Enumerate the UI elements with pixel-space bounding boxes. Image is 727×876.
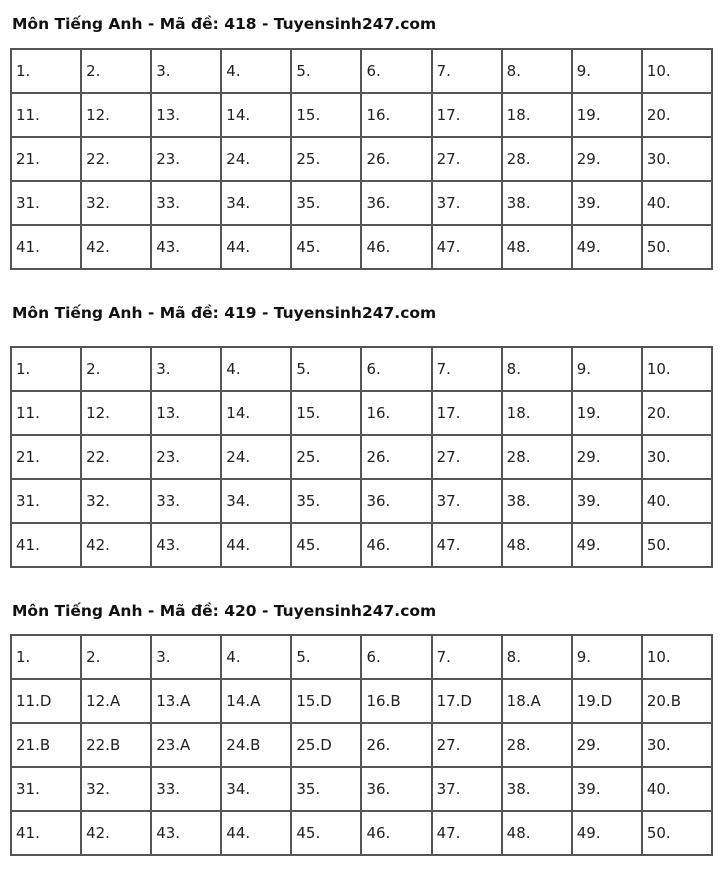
- answer-cell: 42.: [81, 811, 151, 855]
- answer-cell: 30.: [642, 137, 712, 181]
- answer-cell: 36.: [361, 479, 431, 523]
- answer-cell: 13.: [151, 391, 221, 435]
- answer-cell: 31.: [11, 479, 81, 523]
- answer-cell: 2.: [81, 347, 151, 391]
- answer-cell: 19.D: [572, 679, 642, 723]
- answer-cell: 12.: [81, 391, 151, 435]
- answer-cell: 17.D: [432, 679, 502, 723]
- answer-cell: 22.: [81, 137, 151, 181]
- answer-cell: 3.: [151, 347, 221, 391]
- answer-cell: 12.: [81, 93, 151, 137]
- answer-cell: 21.: [11, 435, 81, 479]
- answer-cell: 15.: [291, 391, 361, 435]
- answer-row: [11, 93, 712, 137]
- answer-cell: 24.: [221, 137, 291, 181]
- answer-cell: 38.: [502, 479, 572, 523]
- answer-cell: 28.: [502, 723, 572, 767]
- answer-cell: 2.: [81, 635, 151, 679]
- answer-cell: 7.: [432, 347, 502, 391]
- answer-cell: 34.: [221, 181, 291, 225]
- answer-cell: 46.: [361, 225, 431, 269]
- answer-cell: 7.: [432, 635, 502, 679]
- answer-cell: 18.: [502, 93, 572, 137]
- answer-cell: 18.: [502, 391, 572, 435]
- answer-cell: 1.: [11, 635, 81, 679]
- answer-cell: 33.: [151, 479, 221, 523]
- answer-cell: 35.: [291, 479, 361, 523]
- answer-cell: 29.: [572, 435, 642, 479]
- answer-cell: 29.: [572, 137, 642, 181]
- answer-cell: 8.: [502, 635, 572, 679]
- answer-cell: 13.A: [151, 679, 221, 723]
- answer-cell: 45.: [291, 811, 361, 855]
- answer-cell: 45.: [291, 523, 361, 567]
- answer-cell: 30.: [642, 435, 712, 479]
- answer-cell: 1.: [11, 49, 81, 93]
- answer-cell: 35.: [291, 181, 361, 225]
- answer-cell: 36.: [361, 181, 431, 225]
- answer-cell: 41.: [11, 523, 81, 567]
- answer-cell: 8.: [502, 49, 572, 93]
- answer-table-419: [10, 346, 713, 568]
- answer-cell: 50.: [642, 225, 712, 269]
- answer-cell: 7.: [432, 49, 502, 93]
- answer-cell: 20.: [642, 93, 712, 137]
- answer-cell: 48.: [502, 523, 572, 567]
- answer-cell: 6.: [361, 49, 431, 93]
- answer-table-420: [10, 634, 713, 856]
- answer-cell: 26.: [361, 723, 431, 767]
- answer-cell: 49.: [572, 523, 642, 567]
- answer-cell: 48.: [502, 225, 572, 269]
- answer-cell: 10.: [642, 49, 712, 93]
- answer-cell: 37.: [432, 181, 502, 225]
- answer-cell: 33.: [151, 767, 221, 811]
- answer-cell: 44.: [221, 225, 291, 269]
- answer-cell: 8.: [502, 347, 572, 391]
- answer-cell: 16.: [361, 93, 431, 137]
- answer-cell: 40.: [642, 479, 712, 523]
- answer-table-418: [10, 48, 713, 270]
- section-title-420: Môn Tiếng Anh - Mã đề: 420 - Tuyensinh247.com: [12, 602, 437, 620]
- answer-cell: 46.: [361, 811, 431, 855]
- answer-cell: 27.: [432, 723, 502, 767]
- answer-cell: 15.D: [291, 679, 361, 723]
- answer-cell: 3.: [151, 635, 221, 679]
- answer-cell: 16.B: [361, 679, 431, 723]
- answer-cell: 9.: [572, 347, 642, 391]
- answer-cell: 17.: [432, 391, 502, 435]
- answer-cell: 22.B: [81, 723, 151, 767]
- answer-cell: 3.: [151, 49, 221, 93]
- section-title-418: Môn Tiếng Anh - Mã đề: 418 - Tuyensinh247.com: [12, 15, 437, 33]
- answer-cell: 32.: [81, 181, 151, 225]
- answer-cell: 5.: [291, 635, 361, 679]
- answer-cell: 13.: [151, 93, 221, 137]
- answer-row: [11, 137, 712, 181]
- answer-cell: 23.: [151, 137, 221, 181]
- answer-cell: 39.: [572, 181, 642, 225]
- answer-cell: 46.: [361, 523, 431, 567]
- answer-cell: 11.: [11, 93, 81, 137]
- answer-cell: 49.: [572, 225, 642, 269]
- answer-cell: 43.: [151, 523, 221, 567]
- answer-cell: 4.: [221, 49, 291, 93]
- answer-row: [11, 723, 712, 767]
- answer-cell: 2.: [81, 49, 151, 93]
- answer-cell: 49.: [572, 811, 642, 855]
- answer-cell: 31.: [11, 181, 81, 225]
- answer-cell: 22.: [81, 435, 151, 479]
- answer-cell: 19.: [572, 93, 642, 137]
- answer-cell: 37.: [432, 479, 502, 523]
- answer-row: [11, 811, 712, 855]
- answer-cell: 17.: [432, 93, 502, 137]
- answer-cell: 15.: [291, 93, 361, 137]
- answer-cell: 28.: [502, 435, 572, 479]
- answer-cell: 38.: [502, 767, 572, 811]
- answer-cell: 44.: [221, 811, 291, 855]
- answer-cell: 41.: [11, 225, 81, 269]
- answer-cell: 43.: [151, 811, 221, 855]
- answer-cell: 48.: [502, 811, 572, 855]
- answer-cell: 42.: [81, 225, 151, 269]
- answer-row: [11, 181, 712, 225]
- answer-cell: 12.A: [81, 679, 151, 723]
- answer-cell: 39.: [572, 767, 642, 811]
- answer-cell: 6.: [361, 635, 431, 679]
- answer-cell: 40.: [642, 181, 712, 225]
- answer-row: [11, 523, 712, 567]
- answer-cell: 32.: [81, 479, 151, 523]
- answer-cell: 18.A: [502, 679, 572, 723]
- answer-cell: 26.: [361, 137, 431, 181]
- answer-cell: 16.: [361, 391, 431, 435]
- answer-cell: 33.: [151, 181, 221, 225]
- answer-row: [11, 347, 712, 391]
- answer-cell: 14.: [221, 93, 291, 137]
- answer-cell: 27.: [432, 435, 502, 479]
- answer-cell: 32.: [81, 767, 151, 811]
- answer-row: [11, 49, 712, 93]
- answer-cell: 37.: [432, 767, 502, 811]
- answer-cell: 5.: [291, 49, 361, 93]
- answer-cell: 35.: [291, 767, 361, 811]
- answer-cell: 9.: [572, 635, 642, 679]
- answer-cell: 30.: [642, 723, 712, 767]
- answer-cell: 24.B: [221, 723, 291, 767]
- section-title-419: Môn Tiếng Anh - Mã đề: 419 - Tuyensinh247.com: [12, 304, 437, 322]
- answer-cell: 41.: [11, 811, 81, 855]
- answer-cell: 26.: [361, 435, 431, 479]
- answer-cell: 47.: [432, 225, 502, 269]
- answer-cell: 10.: [642, 635, 712, 679]
- answer-cell: 34.: [221, 767, 291, 811]
- answer-cell: 27.: [432, 137, 502, 181]
- answer-cell: 45.: [291, 225, 361, 269]
- answer-row: [11, 479, 712, 523]
- answer-cell: 9.: [572, 49, 642, 93]
- answer-cell: 20.B: [642, 679, 712, 723]
- answer-cell: 11.D: [11, 679, 81, 723]
- answer-cell: 23.: [151, 435, 221, 479]
- answer-cell: 29.: [572, 723, 642, 767]
- answer-cell: 20.: [642, 391, 712, 435]
- answer-cell: 4.: [221, 635, 291, 679]
- answer-cell: 25.: [291, 435, 361, 479]
- answer-cell: 42.: [81, 523, 151, 567]
- answer-cell: 4.: [221, 347, 291, 391]
- answer-cell: 25.: [291, 137, 361, 181]
- answer-cell: 1.: [11, 347, 81, 391]
- answer-cell: 38.: [502, 181, 572, 225]
- answer-cell: 34.: [221, 479, 291, 523]
- answer-cell: 28.: [502, 137, 572, 181]
- answer-row: [11, 635, 712, 679]
- answer-cell: 47.: [432, 811, 502, 855]
- answer-cell: 14.A: [221, 679, 291, 723]
- answer-cell: 6.: [361, 347, 431, 391]
- answer-cell: 47.: [432, 523, 502, 567]
- answer-cell: 25.D: [291, 723, 361, 767]
- answer-cell: 23.A: [151, 723, 221, 767]
- answer-cell: 50.: [642, 523, 712, 567]
- answer-cell: 21.B: [11, 723, 81, 767]
- answer-cell: 43.: [151, 225, 221, 269]
- answer-cell: 39.: [572, 479, 642, 523]
- answer-cell: 14.: [221, 391, 291, 435]
- answer-row: [11, 767, 712, 811]
- answer-cell: 10.: [642, 347, 712, 391]
- answer-cell: 31.: [11, 767, 81, 811]
- answer-cell: 5.: [291, 347, 361, 391]
- answer-cell: 50.: [642, 811, 712, 855]
- answer-cell: 24.: [221, 435, 291, 479]
- answer-cell: 44.: [221, 523, 291, 567]
- answer-row: [11, 225, 712, 269]
- answer-cell: 19.: [572, 391, 642, 435]
- answer-row: [11, 391, 712, 435]
- answer-cell: 21.: [11, 137, 81, 181]
- answer-cell: 11.: [11, 391, 81, 435]
- answer-row: [11, 435, 712, 479]
- answer-row: [11, 679, 712, 723]
- answer-cell: 36.: [361, 767, 431, 811]
- answer-cell: 40.: [642, 767, 712, 811]
